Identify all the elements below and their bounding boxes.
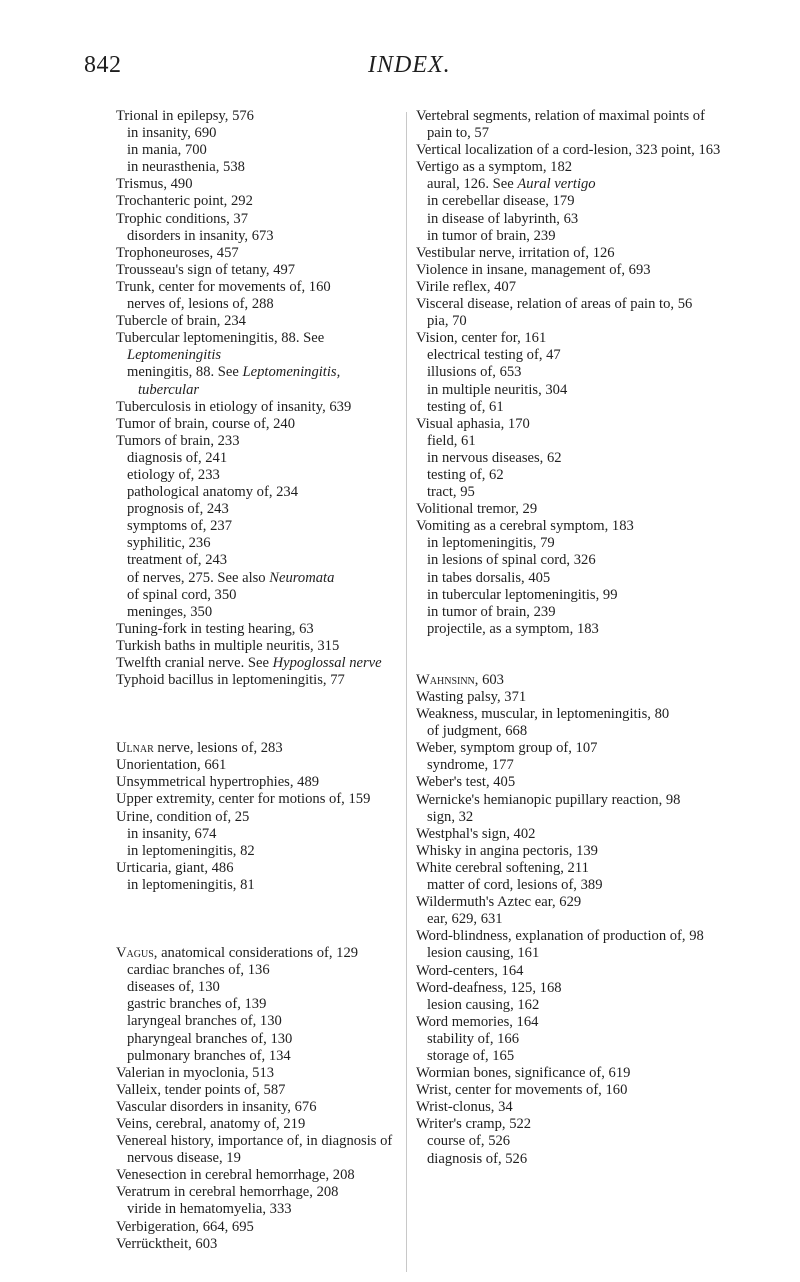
index-subentry	[116, 1048, 400, 1065]
index-entry	[116, 1082, 400, 1099]
index-entry	[416, 518, 722, 535]
entry-text: in neurasthenia, 538	[127, 159, 245, 176]
index-subentry	[416, 228, 722, 245]
entry-text: in disease of labyrinth, 63	[427, 210, 579, 227]
index-entry	[116, 638, 400, 655]
index-entry	[416, 159, 722, 176]
index-entry	[416, 672, 722, 689]
index-entry	[416, 963, 722, 980]
page-number: 842	[84, 52, 122, 78]
entry-text: Tubercle of brain, 234	[116, 313, 246, 330]
index-subentry	[116, 587, 400, 604]
index-subentry	[416, 364, 722, 381]
entry-text: stability of, 166	[427, 1030, 520, 1047]
cross-reference: Hypoglossal nerve	[272, 655, 382, 671]
index-entry	[416, 1082, 722, 1099]
entry-text: of nerves, 275. See also	[127, 569, 270, 586]
entry-text: Trional in epilepsy, 576	[116, 108, 254, 124]
index-entry	[116, 433, 400, 450]
index-entry	[416, 142, 722, 159]
cross-reference: Leptomeningitis	[127, 347, 222, 364]
index-subentry	[116, 1031, 400, 1048]
index-entry	[116, 416, 400, 433]
index-entry	[116, 945, 400, 962]
entry-text: Vascular disorders in insanity, 676	[116, 1098, 317, 1115]
index-entry	[116, 262, 400, 279]
index-entry	[416, 843, 722, 860]
entry-text: Veratrum in cerebral hemorrhage, 208	[116, 1184, 339, 1201]
index-entry	[116, 399, 400, 416]
index-subentry	[416, 176, 722, 193]
entry-text: Tuberculosis in etiology of insanity, 639	[116, 398, 352, 415]
entry-text: projectile, as a symptom, 183	[427, 620, 599, 637]
index-subentry	[116, 552, 400, 569]
entry-text: Vertical localization of a cord-lesion, 323 point, 163	[416, 142, 721, 159]
index-entry	[416, 689, 722, 706]
index-entry	[416, 416, 722, 433]
entry-text: in leptomeningitis, 82	[127, 842, 255, 859]
entry-text: Trismus, 490	[116, 176, 193, 193]
entry-text: Tumors of brain, 233	[116, 432, 240, 449]
index-entry	[116, 1133, 400, 1167]
entry-text: Urticaria, giant, 486	[116, 859, 234, 876]
index-subentry	[416, 723, 722, 740]
entry-text: in insanity, 674	[127, 825, 217, 842]
entry-lead-word: Ulnar	[116, 740, 154, 757]
index-subentry	[416, 535, 722, 552]
entry-text: Valerian in myoclonia, 513	[116, 1064, 275, 1081]
index-subentry	[416, 347, 722, 364]
entry-text: in lesions of spinal cord, 326	[427, 552, 596, 569]
entry-text: Wormian bones, significance of, 619	[416, 1065, 631, 1082]
entry-text: Wernicke's hemianopic pupillary reaction, 98	[416, 791, 681, 808]
entry-text: Trophoneuroses, 457	[116, 244, 239, 261]
entry-text: testing of, 61	[427, 398, 504, 415]
entry-text: nerves of, lesions of, 288	[127, 296, 274, 313]
index-entry	[416, 826, 722, 843]
entry-text: etiology of, 233	[127, 466, 220, 483]
index-entry	[116, 740, 400, 757]
entry-text: nerve, lesions of, 283	[153, 740, 283, 757]
index-subentry	[116, 228, 400, 245]
entry-text: Vomiting as a cerebral symptom, 183	[416, 518, 634, 535]
entry-text: Virile reflex, 407	[416, 278, 517, 295]
index-subentry	[116, 1201, 400, 1218]
entry-text: in leptomeningitis, 81	[127, 876, 255, 893]
index-subentry	[416, 945, 722, 962]
index-subentry	[416, 997, 722, 1014]
index-subentry	[116, 535, 400, 552]
entry-text: Westphal's sign, 402	[416, 825, 536, 842]
index-entry	[416, 330, 722, 347]
entry-text: in cerebellar disease, 179	[427, 193, 575, 210]
index-entry	[416, 1014, 722, 1031]
index-entry	[416, 262, 722, 279]
entry-text: in tumor of brain, 239	[427, 603, 556, 620]
running-head: INDEX.	[368, 52, 451, 78]
entry-text: Venereal history, importance of, in diagnosis of nervous disease, 19	[116, 1133, 393, 1167]
index-subentry	[416, 604, 722, 621]
entry-text: Veins, cerebral, anatomy of, 219	[116, 1115, 306, 1132]
page-header	[0, 52, 800, 84]
entry-text: Trophic conditions, 37	[116, 210, 249, 227]
index-entry	[116, 1236, 400, 1253]
entry-text: cardiac branches of, 136	[127, 962, 270, 979]
index-subentry	[416, 911, 722, 928]
index-subentry	[416, 313, 722, 330]
index-subentry	[416, 467, 722, 484]
index-entry	[116, 774, 400, 791]
index-subentry	[416, 484, 722, 501]
section-gap	[416, 638, 722, 672]
entry-text: diagnosis of, 241	[127, 449, 228, 466]
entry-text: viride in hematomyelia, 333	[127, 1201, 292, 1218]
index-subentry	[116, 518, 400, 535]
entry-text: diagnosis of, 526	[427, 1150, 528, 1167]
entry-text: Wrist, center for movements of, 160	[416, 1082, 628, 1099]
index-entry	[116, 757, 400, 774]
entry-text: Weakness, muscular, in leptomeningitis, 80	[416, 706, 670, 723]
entry-text: in tabes dorsalis, 405	[427, 569, 551, 586]
entry-text: Trochanteric point, 292	[116, 193, 253, 210]
index-entry	[416, 1116, 722, 1133]
index-entry	[116, 1184, 400, 1201]
entry-text: matter of cord, lesions of, 389	[427, 877, 603, 894]
index-entry	[416, 774, 722, 791]
index-subentry	[116, 467, 400, 484]
index-subentry	[116, 570, 400, 587]
entry-text: Vision, center for, 161	[416, 330, 547, 347]
index-subentry	[116, 364, 400, 398]
entry-text: Violence in insane, management of, 693	[416, 261, 651, 278]
entry-text: Wasting palsy, 371	[416, 689, 527, 705]
entry-text: tract, 95	[427, 484, 475, 501]
entry-text: Weber, symptom group of, 107	[416, 740, 598, 757]
entry-text: of judgment, 668	[427, 723, 528, 740]
index-subentry	[116, 843, 400, 860]
entry-text: Weber's test, 405	[416, 774, 516, 791]
entry-lead-word: Wahnsinn	[416, 671, 475, 688]
index-entry	[416, 1099, 722, 1116]
entry-text: testing of, 62	[427, 466, 504, 483]
entry-text: Verrücktheit, 603	[116, 1235, 218, 1252]
entry-text: gastric branches of, 139	[127, 996, 267, 1013]
entry-text: Unsymmetrical hypertrophies, 489	[116, 774, 320, 791]
index-entry	[416, 108, 722, 142]
entry-text: Vertebral segments, relation of maximal points of pain to, 57	[416, 108, 705, 142]
index-subentry	[116, 877, 400, 894]
index-subentry	[416, 809, 722, 826]
entry-text: pharyngeal branches of, 130	[127, 1030, 293, 1047]
entry-text: symptoms of, 237	[127, 518, 232, 535]
index-column-right	[416, 108, 722, 1168]
entry-text: Twelfth cranial nerve. See	[116, 655, 273, 671]
index-subentry	[116, 604, 400, 621]
index-entry	[416, 706, 722, 723]
entry-text: sign, 32	[427, 808, 474, 825]
index-subentry	[416, 621, 722, 638]
entry-text: Trunk, center for movements of, 160	[116, 278, 331, 295]
index-entry	[416, 894, 722, 911]
index-entry	[116, 621, 400, 638]
index-subentry	[416, 193, 722, 210]
cross-reference: Leptomeningitis, tubercular	[138, 364, 341, 398]
entry-text: , anatomical considerations of, 129	[153, 945, 359, 962]
entry-text: pia, 70	[427, 313, 467, 330]
index-subentry	[116, 979, 400, 996]
entry-text: pathological anatomy of, 234	[127, 484, 299, 501]
entry-text: Urine, condition of, 25	[116, 808, 250, 825]
index-entry	[116, 1099, 400, 1116]
entry-text: storage of, 165	[427, 1047, 515, 1064]
index-entry	[116, 655, 400, 672]
entry-text: Turkish baths in multiple neuritis, 315	[116, 637, 340, 654]
index-subentry	[116, 450, 400, 467]
entry-text: Word-centers, 164	[416, 962, 524, 979]
index-subentry	[416, 382, 722, 399]
index-entry	[416, 245, 722, 262]
index-subentry	[416, 450, 722, 467]
entry-text: pulmonary branches of, 134	[127, 1047, 291, 1064]
entry-text: Wrist-clonus, 34	[416, 1099, 513, 1116]
entry-text: Visceral disease, relation of areas of pain to, 56	[416, 296, 693, 313]
index-entry	[416, 980, 722, 997]
entry-text: Word memories, 164	[416, 1013, 539, 1030]
index-entry	[416, 860, 722, 877]
index-entry	[116, 791, 400, 808]
entry-text: treatment of, 243	[127, 552, 228, 569]
entry-text: Tubercular leptomeningitis, 88. See	[116, 330, 325, 347]
entry-text: in nervous diseases, 62	[427, 449, 562, 466]
index-subentry	[416, 570, 722, 587]
entry-text: Valleix, tender points of, 587	[116, 1081, 286, 1098]
index-entry	[116, 176, 400, 193]
entry-text: course of, 526	[427, 1133, 511, 1150]
entry-text: Trousseau's sign of tetany, 497	[116, 261, 296, 278]
entry-text: Word-deafness, 125, 168	[416, 979, 562, 996]
entry-text: Unorientation, 661	[116, 757, 227, 774]
index-subentry	[116, 826, 400, 843]
index-entry	[116, 330, 400, 364]
entry-text: White cerebral softening, 211	[416, 859, 589, 876]
cross-reference: Neuromata	[269, 569, 335, 586]
entry-text: Tumor of brain, course of, 240	[116, 415, 296, 432]
entry-text: electrical testing of, 47	[427, 347, 561, 364]
index-entry	[116, 860, 400, 877]
entry-text: prognosis of, 243	[127, 501, 229, 518]
entry-text: Word-blindness, explanation of production of, 98	[416, 928, 704, 945]
index-subentry	[116, 1013, 400, 1030]
entry-text: in multiple neuritis, 304	[427, 381, 568, 398]
index-subentry	[416, 1048, 722, 1065]
section-gap	[116, 689, 400, 740]
index-subentry	[416, 1133, 722, 1150]
entry-text: Verbigeration, 664, 695	[116, 1218, 254, 1235]
index-entry	[116, 1219, 400, 1236]
index-entry	[416, 279, 722, 296]
entry-text: Tuning-fork in testing hearing, 63	[116, 620, 314, 637]
index-subentry	[416, 1151, 722, 1168]
index-entry	[116, 313, 400, 330]
entry-text: of spinal cord, 350	[127, 586, 237, 603]
entry-text: Upper extremity, center for motions of, 159	[116, 791, 371, 808]
entry-text: ear, 629, 631	[427, 911, 503, 928]
index-entry	[116, 211, 400, 228]
index-subentry	[416, 399, 722, 416]
index-entry	[116, 279, 400, 296]
entry-text: diseases of, 130	[127, 979, 220, 996]
entry-lead-word: Vagus	[116, 945, 154, 962]
index-subentry	[116, 125, 400, 142]
entry-text: syndrome, 177	[427, 757, 514, 774]
index-subentry	[116, 501, 400, 518]
entry-text: lesion causing, 161	[427, 945, 540, 962]
entry-text: laryngeal branches of, 130	[127, 1013, 282, 1030]
entry-text: in tumor of brain, 239	[427, 227, 556, 244]
index-entry	[116, 108, 400, 125]
cross-reference: Aural vertigo	[517, 176, 596, 193]
entry-text: in leptomeningitis, 79	[427, 535, 555, 552]
index-entry	[116, 245, 400, 262]
index-entry	[116, 1065, 400, 1082]
index-entry	[416, 501, 722, 518]
entry-text: syphilitic, 236	[127, 535, 211, 552]
entry-text: meningitis, 88. See	[127, 364, 243, 381]
index-entry	[116, 809, 400, 826]
entry-text: Wildermuth's Aztec ear, 629	[416, 894, 582, 911]
index-subentry	[116, 296, 400, 313]
index-subentry	[116, 996, 400, 1013]
index-subentry	[116, 159, 400, 176]
section-gap	[116, 894, 400, 945]
index-subentry	[416, 877, 722, 894]
index-entry	[416, 740, 722, 757]
entry-text: , 603	[474, 671, 504, 688]
entry-text: in tubercular leptomeningitis, 99	[427, 586, 618, 603]
entry-text: aural, 126. See	[427, 176, 518, 193]
entry-text: lesion causing, 162	[427, 996, 540, 1013]
index-entry	[116, 1167, 400, 1184]
index-subentry	[416, 587, 722, 604]
index-entry	[416, 1065, 722, 1082]
index-subentry	[416, 1031, 722, 1048]
index-entry	[116, 1116, 400, 1133]
index-entry	[116, 193, 400, 210]
index-subentry	[116, 142, 400, 159]
entry-text: Volitional tremor, 29	[416, 501, 538, 518]
index-entry	[416, 928, 722, 945]
entry-text: illusions of, 653	[427, 364, 522, 381]
entry-text: Visual aphasia, 170	[416, 415, 530, 432]
entry-text: Vertigo as a symptom, 182	[416, 159, 573, 176]
column-divider	[406, 112, 407, 1272]
entry-text: Whisky in angina pectoris, 139	[416, 842, 598, 859]
index-subentry	[416, 757, 722, 774]
index-column-left	[116, 108, 400, 1253]
index-subentry	[416, 433, 722, 450]
entry-text: in insanity, 690	[127, 125, 217, 142]
index-subentry	[116, 962, 400, 979]
index-entry	[116, 672, 400, 689]
index-entry	[416, 792, 722, 809]
entry-text: in mania, 700	[127, 142, 207, 159]
entry-text: Typhoid bacillus in leptomeningitis, 77	[116, 672, 345, 689]
entry-text: disorders in insanity, 673	[127, 227, 274, 244]
entry-text: Venesection in cerebral hemorrhage, 208	[116, 1167, 355, 1184]
index-subentry	[416, 211, 722, 228]
entry-text: Writer's cramp, 522	[416, 1116, 532, 1133]
entry-text: field, 61	[427, 432, 476, 449]
entry-text: Vestibular nerve, irritation of, 126	[416, 244, 615, 261]
index-subentry	[416, 552, 722, 569]
index-subentry	[116, 484, 400, 501]
index-entry	[416, 296, 722, 313]
entry-text: meninges, 350	[127, 603, 213, 620]
